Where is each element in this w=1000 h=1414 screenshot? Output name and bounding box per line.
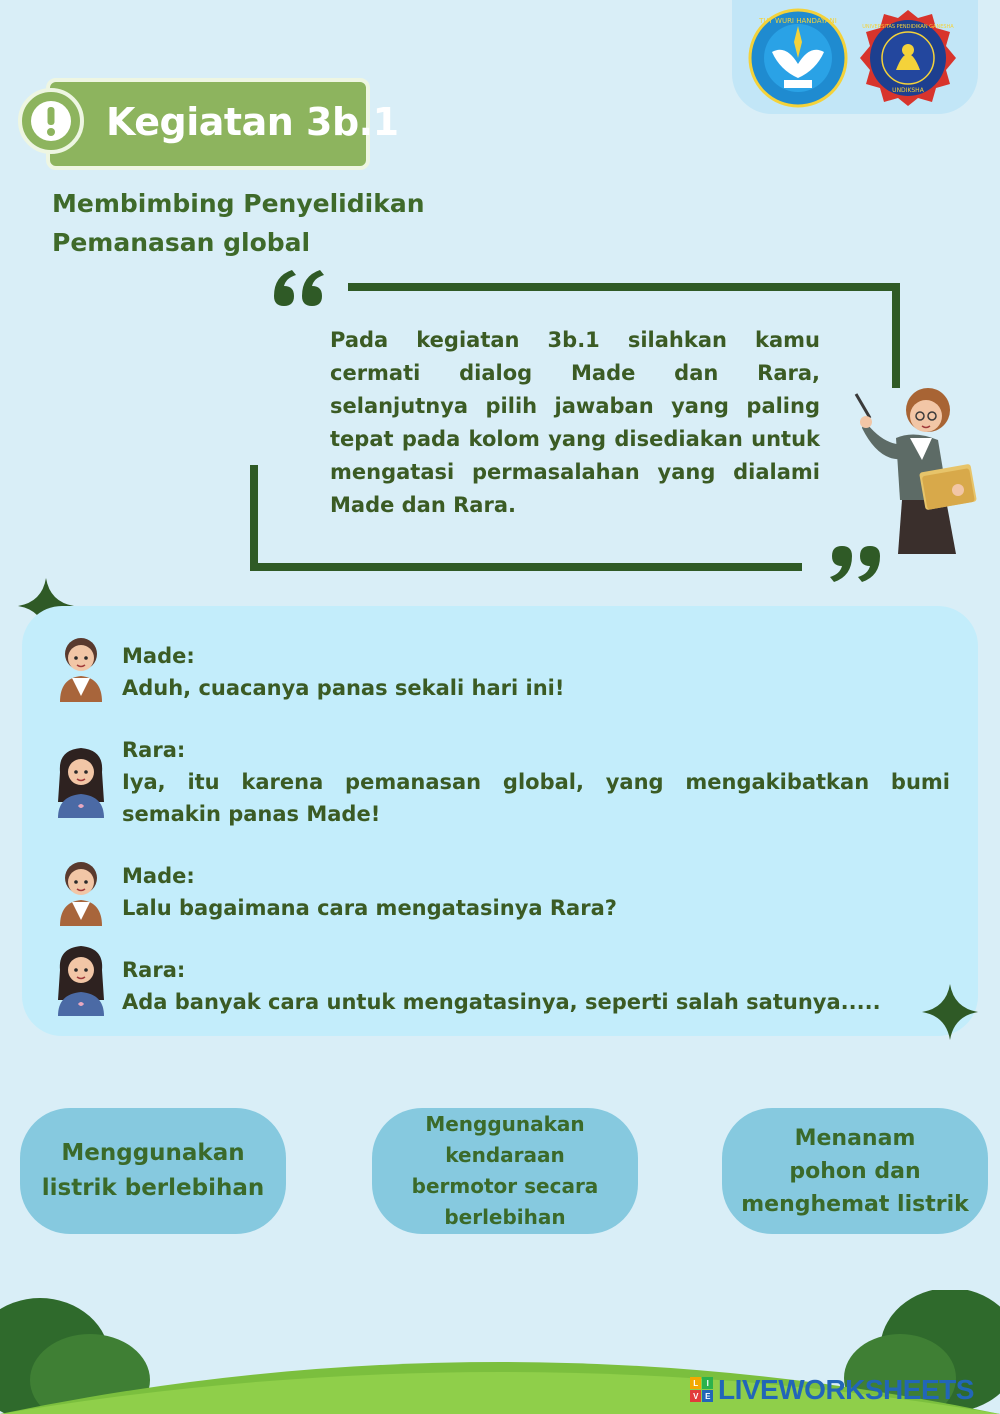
rara-avatar: [54, 742, 108, 818]
option-line: pohon dan: [789, 1158, 921, 1184]
svg-text:I: I: [706, 1379, 709, 1388]
svg-text:UNDIKSHA: UNDIKSHA: [892, 87, 924, 94]
option-line: kendaraan: [445, 1143, 565, 1167]
option-line: Menggunakan: [61, 1140, 245, 1166]
speaker-text: Aduh, cuacanya panas sekali hari ini!: [122, 676, 565, 700]
speaker-text: Ada banyak cara untuk mengatasinya, seperti salah satunya.....: [122, 990, 881, 1014]
option-line: bermotor secara: [411, 1174, 599, 1198]
answer-option-3[interactable]: [722, 1108, 988, 1234]
speaker-name: Rara:: [122, 958, 186, 982]
svg-text:E: E: [705, 1392, 710, 1401]
speaker-text: Lalu bagaimana cara mengatasinya Rara?: [122, 896, 617, 920]
option-line: Menggunakan: [425, 1112, 585, 1136]
undiksha-logo: [858, 8, 958, 108]
option-line: menghemat listrik: [741, 1191, 969, 1217]
liveworksheets-logo-icon: [690, 1377, 714, 1403]
exclamation-icon: [18, 88, 84, 154]
sparkle-icon: [922, 984, 978, 1040]
made-avatar: [54, 626, 108, 702]
speaker-name: Rara:: [122, 738, 186, 762]
answer-option-1[interactable]: [20, 1108, 286, 1234]
logos-panel: [732, 0, 978, 114]
speaker-name: Made:: [122, 644, 195, 668]
activity-subtitle: [52, 184, 425, 262]
speaker-name: Made:: [122, 864, 195, 888]
activity-badge: [46, 78, 399, 170]
answer-option-2[interactable]: [372, 1108, 638, 1234]
instruction-text: Pada kegiatan 3b.1 silahkan kamu cermati dialog Made dan Rara, selanjutnya pilih jawaban yang paling tepat pada kolom yang disediakan untuk mengatasi permasalahan yang dialami Made dan Rara.: [330, 328, 820, 517]
speaker-text: Iya, itu karena pemanasan global, yang mengakibatkan bumi semakin panas Made!: [122, 770, 950, 826]
svg-text:V: V: [693, 1392, 698, 1401]
svg-text:TUT WURI HANDAYANI: TUT WURI HANDAYANI: [759, 17, 837, 25]
option-line: berlebihan: [444, 1205, 566, 1229]
subtitle-line-2: Pemanasan global: [52, 228, 311, 257]
option-line: listrik berlebihan: [41, 1175, 265, 1201]
made-avatar: [54, 850, 108, 926]
brand-name: LIVEWORKSHEETS: [718, 1374, 974, 1405]
open-quote-icon: [274, 270, 324, 306]
subtitle-line-1: Membimbing Penyelidikan: [52, 189, 425, 218]
activity-title: Kegiatan 3b.1: [106, 100, 399, 144]
dialog-panel: [22, 606, 978, 1036]
svg-text:UNIVERSITAS PENDIDIKAN GANESHA: UNIVERSITAS PENDIDIKAN GANESHA: [862, 24, 954, 30]
svg-text:L: L: [693, 1379, 698, 1388]
rara-avatar: [54, 940, 108, 1016]
teacher-illustration: [848, 380, 980, 556]
option-line: Menanam: [794, 1125, 916, 1151]
liveworksheets-brand[interactable]: [690, 1374, 974, 1406]
tut-wuri-handayani-logo: [748, 8, 848, 108]
